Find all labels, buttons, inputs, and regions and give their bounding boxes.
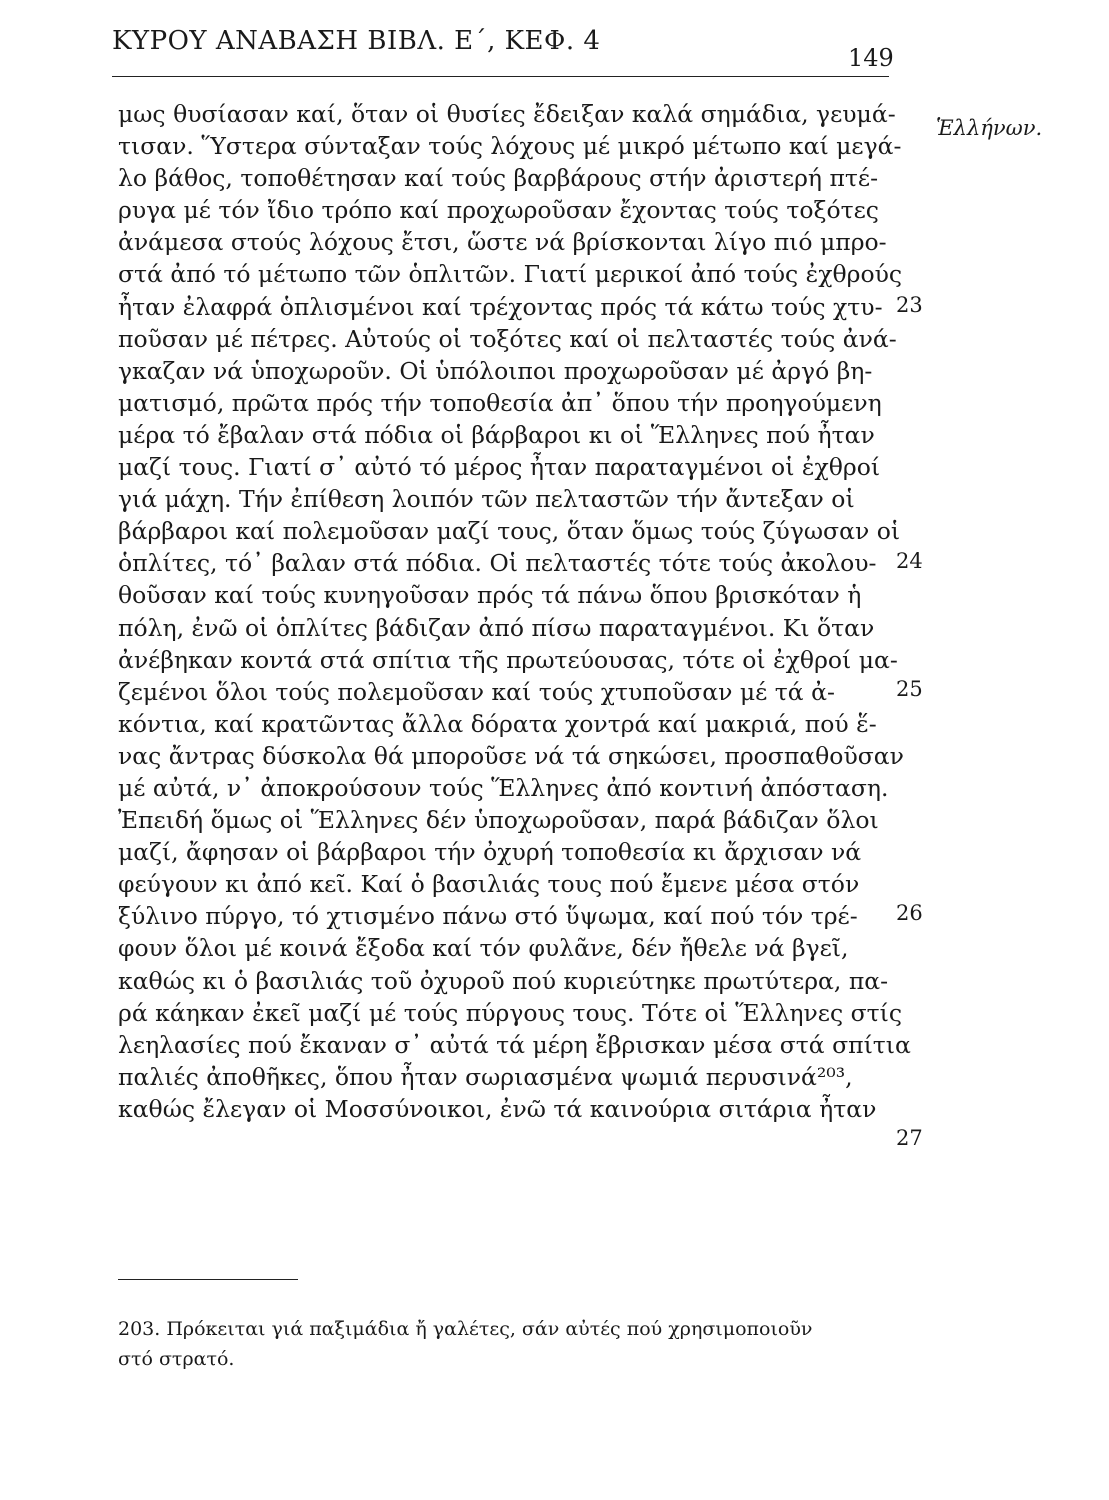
- text-line: λο βάθος, τοποθέτησαν καί τούς βαρβάρους στήν ἀριστερή πτέ-: [118, 164, 879, 193]
- text-line: μέ αὐτά, ν᾿ ἀποκρούσουν τούς Ἕλληνες ἀπό κοντινή ἀπόσταση.: [118, 773, 889, 802]
- text-line: Ἐπειδή ὅμως οἱ Ἕλληνες δέν ὑποχωροῦσαν, παρά βάδιζαν ὅλοι: [118, 806, 879, 835]
- text-line: πόλη, ἐνῶ οἱ ὁπλίτες βάδιζαν ἀπό πίσω παραταγμένοι. Κι ὅταν: [118, 613, 875, 642]
- text-line: καθώς κι ὁ βασιλιάς τοῦ ὀχυροῦ πού κυριεύτηκε πρωτύτερα, πα-: [118, 966, 889, 995]
- text-line: μέρα τό ἔβαλαν στά πόδια οἱ βάρβαροι κι οἱ Ἕλληνες πού ἦταν: [118, 420, 875, 449]
- section-marker-25: 25: [896, 677, 923, 701]
- footnote-line: 203. Πρόκειται γιά παξιμάδια ἤ γαλέτες, σάν αὐτές πού χρησιμοποιοῦν: [118, 1318, 813, 1340]
- margin-note: Ἑλλήνων.: [936, 116, 1043, 140]
- section-marker-24: 24: [896, 549, 923, 573]
- text-line: μαζί τους. Γιατί σ᾿ αὐτό τό μέρος ἦταν παραταγμένοι οἱ ἐχθροί: [118, 453, 881, 482]
- page-number: 149: [848, 44, 894, 72]
- section-marker-23: 23: [896, 293, 923, 317]
- text-line: ρυγα μέ τόν ἴδιο τρόπο καί προχωροῦσαν ἔχοντας τούς τοξότες: [118, 196, 879, 225]
- text-line: μως θυσίασαν καί, ὅταν οἱ θυσίες ἔδειξαν καλά σημάδια, γευμά-: [118, 100, 896, 128]
- text-line: γκαζαν νά ὑποχωροῦν. Οἱ ὑπόλοιποι προχωροῦσαν μέ ἀργό βη-: [118, 356, 873, 385]
- text-line: θοῦσαν καί τούς κυνηγοῦσαν πρός τά πάνω ὅπου βρισκόταν ἡ: [118, 581, 862, 610]
- text-line: στά ἀπό τό μέτωπο τῶν ὁπλιτῶν. Γιατί μερικοί ἀπό τούς ἐχθρούς: [118, 260, 903, 289]
- text-line: ξύλινο πύργο, τό χτισμένο πάνω στό ὕψωμα, καί πού τόν τρέ-: [118, 902, 858, 931]
- text-line: ἦταν ἐλαφρά ὁπλισμένοι καί τρέχοντας πρός τά κάτω τούς χτυ-: [118, 292, 883, 321]
- text-line: τισαν. Ὕστερα σύνταξαν τούς λόχους μέ μικρό μέτωπο καί μεγά-: [118, 132, 902, 161]
- text-line: φεύγουν κι ἀπό κεῖ. Καί ὁ βασιλιάς τους πού ἔμενε μέσα στόν: [118, 870, 860, 899]
- text-line: καθώς ἔλεγαν οἱ Μοσσύνοικοι, ἐνῶ τά καινούρια σιτάρια ἦταν: [118, 1094, 877, 1123]
- footnote-rule: [118, 1279, 298, 1280]
- text-line: ὁπλίτες, τό᾿ βαλαν στά πόδια. Οἱ πελταστές τότε τούς ἀκολου-: [118, 549, 877, 578]
- text-line: μαζί, ἄφησαν οἱ βάρβαροι τήν ὀχυρή τοποθεσία κι ἄρχισαν νά: [118, 838, 862, 867]
- text-line: ἀνέβηκαν κοντά στά σπίτια τῆς πρωτεύουσας, τότε οἱ ἐχθροί μα-: [118, 645, 898, 674]
- section-marker-27: 27: [896, 1126, 923, 1150]
- text-line: ἀνάμεσα στούς λόχους ἔτσι, ὥστε νά βρίσκονται λίγο πιό μπρο-: [118, 228, 887, 257]
- text-line: βάρβαροι καί πολεμοῦσαν μαζί τους, ὅταν ὅμως τούς ζύγωσαν οἱ: [118, 517, 901, 546]
- text-line: ρά κάηκαν ἐκεῖ μαζί μέ τούς πύργους τους. Τότε οἱ Ἕλληνες στίς: [118, 998, 902, 1027]
- text-line: κόντια, καί κρατῶντας ἄλλα δόρατα χοντρά καί μακριά, πού ἕ-: [118, 709, 877, 738]
- text-line: λεηλασίες πού ἔκαναν σ᾿ αὐτά τά μέρη ἔβρισκαν μέσα στά σπίτια: [118, 1030, 911, 1059]
- text-line: ποῦσαν μέ πέτρες. Αὐτούς οἱ τοξότες καί οἱ πελταστές τούς ἀνά-: [118, 324, 897, 353]
- text-line: ματισμό, πρῶτα πρός τήν τοποθεσία ἀπ᾿ ὅπου τήν προηγούμενη: [118, 388, 882, 417]
- text-line: παλιές ἀποθῆκες, ὅπου ἦταν σωριασμένα ψωμιά περυσινά²⁰³,: [118, 1062, 853, 1091]
- text-line: νας ἄντρας δύσκολα θά μποροῦσε νά τά σηκώσει, προσπαθοῦσαν: [118, 741, 904, 770]
- header-title: ΚΥΡΟΥ ΑΝΑΒΑΣΗ ΒΙΒΛ. Ε΄, ΚΕΦ. 4: [112, 26, 601, 56]
- text-line: ζεμένοι ὅλοι τούς πολεμοῦσαν καί τούς χτυποῦσαν μέ τά ἀ-: [118, 677, 835, 706]
- text-line: γιά μάχη. Τήν ἐπίθεση λοιπόν τῶν πελταστῶν τήν ἄντεξαν οἱ: [118, 485, 855, 514]
- header-rule: [112, 76, 889, 77]
- footnote-line: στό στρατό.: [118, 1348, 235, 1370]
- footnote: [118, 1314, 888, 1374]
- text-line: φουν ὅλοι μέ κοινά ἔξοδα καί τόν φυλᾶνε, δέν ἤθελε νά βγεῖ,: [118, 934, 849, 963]
- section-marker-26: 26: [896, 901, 923, 925]
